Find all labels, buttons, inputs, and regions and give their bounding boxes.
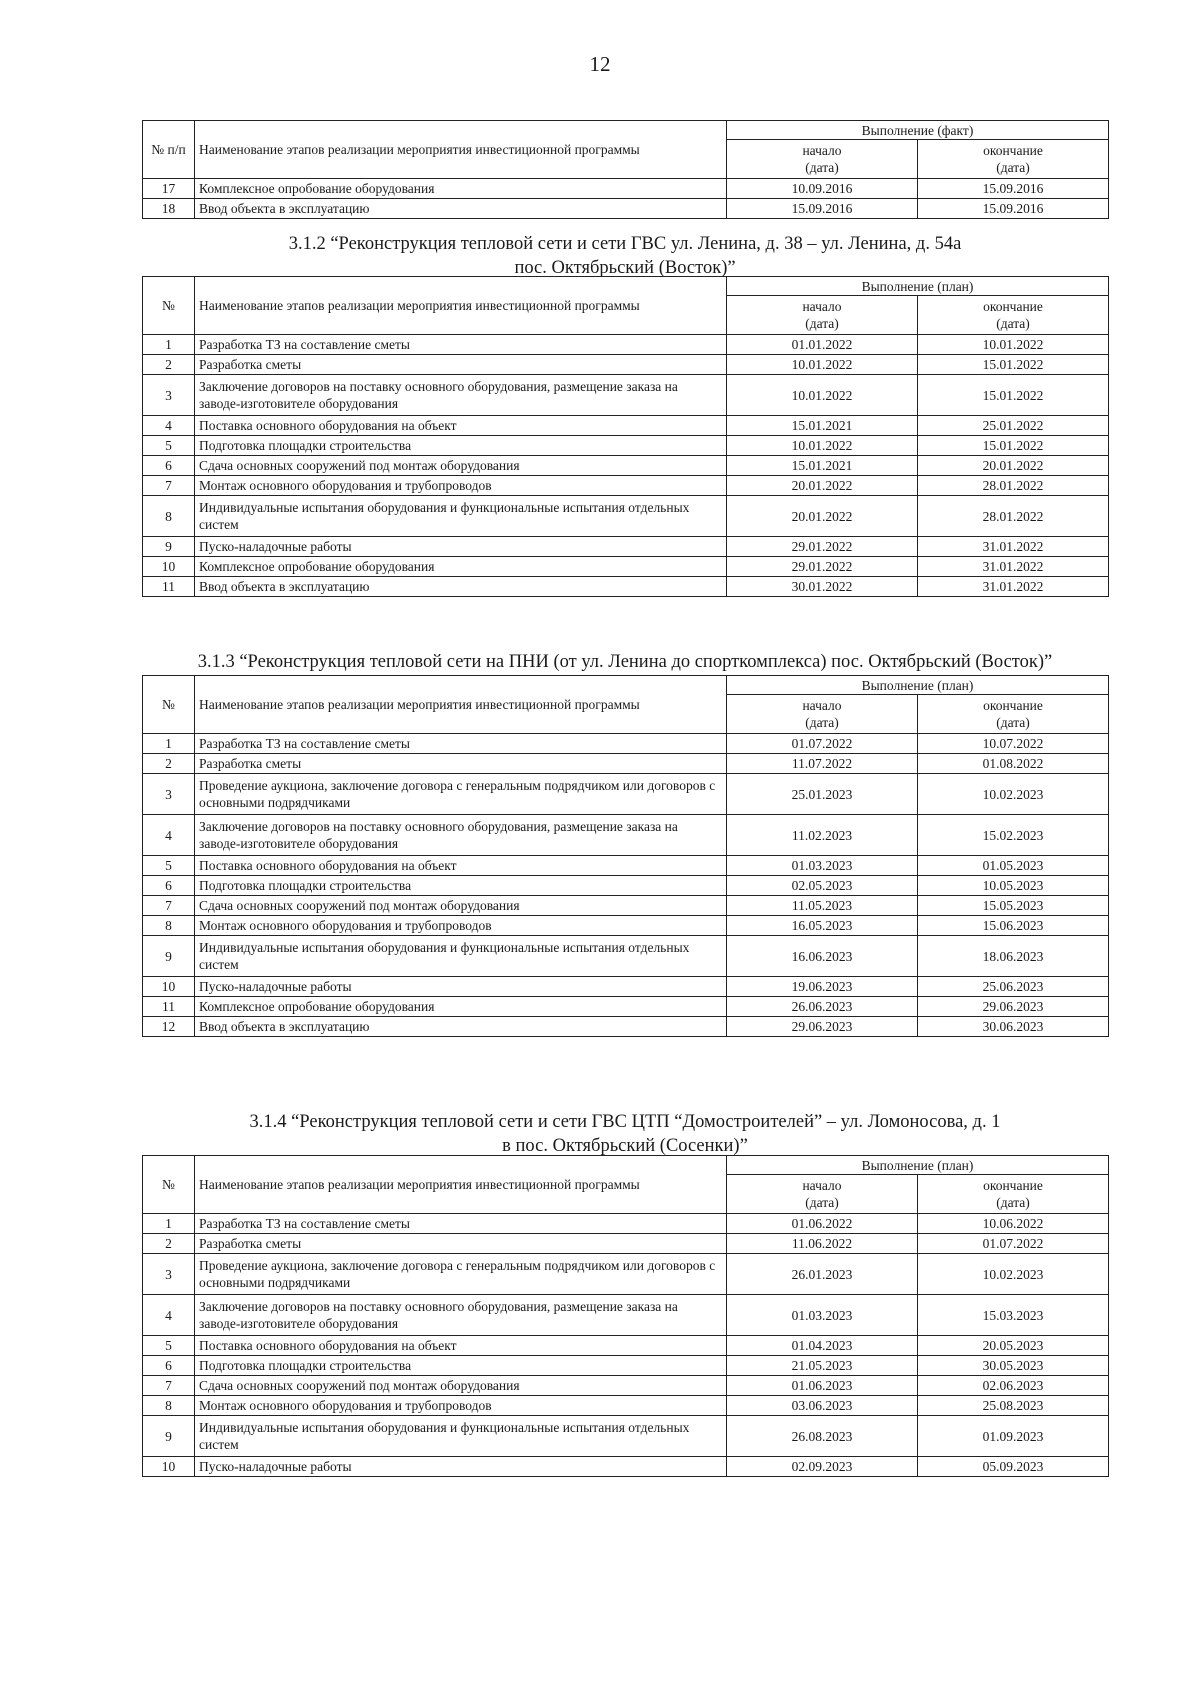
section-title-line: 3.1.3 “Реконструкция тепловой сети на ПНИ (от ул. Ленина до спорткомплекса) пос. Октябрьский (Восток)” bbox=[197, 652, 1053, 672]
start-date: 20.01.2022 bbox=[727, 496, 918, 537]
table-row bbox=[143, 375, 1109, 416]
date-label: (дата) bbox=[805, 715, 839, 730]
end-date: 15.09.2016 bbox=[918, 179, 1109, 199]
stage-name: Ввод объекта в эксплуатацию bbox=[195, 577, 727, 597]
column-header-end bbox=[918, 1175, 1109, 1214]
row-number: 2 bbox=[143, 754, 195, 774]
date-label: (дата) bbox=[996, 1195, 1030, 1210]
start-label: начало bbox=[802, 1178, 842, 1193]
row-number: 10 bbox=[143, 557, 195, 577]
end-date: 15.01.2022 bbox=[918, 375, 1109, 416]
stage-name: Ввод объекта в эксплуатацию bbox=[195, 199, 727, 219]
end-date: 29.06.2023 bbox=[918, 997, 1109, 1017]
stage-name: Монтаж основного оборудования и трубопроводов bbox=[195, 476, 727, 496]
row-number: 9 bbox=[143, 537, 195, 557]
row-number: 4 bbox=[143, 416, 195, 436]
date-label: (дата) bbox=[996, 715, 1030, 730]
date-label: (дата) bbox=[996, 316, 1030, 331]
row-number: 18 bbox=[143, 199, 195, 219]
table-row bbox=[143, 577, 1109, 597]
table-row bbox=[143, 734, 1109, 754]
start-date: 25.01.2023 bbox=[727, 774, 918, 815]
column-header-start bbox=[727, 296, 918, 335]
stages-table-3-1-3 bbox=[142, 675, 1109, 1037]
column-header-number: № bbox=[143, 676, 195, 734]
start-date: 26.01.2023 bbox=[727, 1254, 918, 1295]
start-date: 29.01.2022 bbox=[727, 557, 918, 577]
end-date: 31.01.2022 bbox=[918, 557, 1109, 577]
start-date: 10.01.2022 bbox=[727, 375, 918, 416]
stage-name: Поставка основного оборудования на объект bbox=[195, 416, 727, 436]
row-number: 8 bbox=[143, 496, 195, 537]
table-row bbox=[143, 355, 1109, 375]
table-row bbox=[143, 936, 1109, 977]
row-number: 5 bbox=[143, 436, 195, 456]
stage-name: Индивидуальные испытания оборудования и функциональные испытания отдельных систем bbox=[195, 936, 727, 977]
start-date: 01.04.2023 bbox=[727, 1336, 918, 1356]
stage-name: Разработка сметы bbox=[195, 754, 727, 774]
column-header-stage-name: Наименование этапов реализации мероприятия инвестиционной программы bbox=[195, 121, 727, 179]
table-row bbox=[143, 335, 1109, 355]
start-date: 11.06.2022 bbox=[727, 1234, 918, 1254]
table-row bbox=[143, 537, 1109, 557]
column-header-number: № bbox=[143, 277, 195, 335]
start-date: 11.02.2023 bbox=[727, 815, 918, 856]
column-header-number: № bbox=[143, 1156, 195, 1214]
stage-name: Монтаж основного оборудования и трубопроводов bbox=[195, 916, 727, 936]
stage-name: Разработка сметы bbox=[195, 355, 727, 375]
end-date: 10.01.2022 bbox=[918, 335, 1109, 355]
start-date: 11.05.2023 bbox=[727, 896, 918, 916]
end-date: 10.06.2022 bbox=[918, 1214, 1109, 1234]
end-label: окончание bbox=[983, 143, 1043, 158]
row-number: 3 bbox=[143, 774, 195, 815]
start-label: начало bbox=[802, 143, 842, 158]
end-date: 15.03.2023 bbox=[918, 1295, 1109, 1336]
row-number: 9 bbox=[143, 1416, 195, 1457]
table-row bbox=[143, 199, 1109, 219]
row-number: 4 bbox=[143, 815, 195, 856]
table-row bbox=[143, 557, 1109, 577]
end-date: 01.08.2022 bbox=[918, 754, 1109, 774]
start-date: 19.06.2023 bbox=[727, 977, 918, 997]
row-number: 1 bbox=[143, 734, 195, 754]
stage-name: Подготовка площадки строительства bbox=[195, 876, 727, 896]
stage-name: Ввод объекта в эксплуатацию bbox=[195, 1017, 727, 1037]
row-number: 17 bbox=[143, 179, 195, 199]
stage-name: Комплексное опробование оборудования bbox=[195, 179, 727, 199]
column-header-stage-name: Наименование этапов реализации мероприятия инвестиционной программы bbox=[195, 676, 727, 734]
table-row bbox=[143, 1416, 1109, 1457]
start-date: 21.05.2023 bbox=[727, 1356, 918, 1376]
end-label: окончание bbox=[983, 698, 1043, 713]
start-date: 01.03.2023 bbox=[727, 856, 918, 876]
start-date: 20.01.2022 bbox=[727, 476, 918, 496]
column-header-end bbox=[918, 140, 1109, 179]
row-number: 2 bbox=[143, 355, 195, 375]
row-number: 5 bbox=[143, 1336, 195, 1356]
table-row bbox=[143, 1457, 1109, 1477]
stage-name: Сдача основных сооружений под монтаж оборудования bbox=[195, 456, 727, 476]
table-row bbox=[143, 997, 1109, 1017]
table-row bbox=[143, 754, 1109, 774]
start-date: 26.06.2023 bbox=[727, 997, 918, 1017]
end-date: 28.01.2022 bbox=[918, 496, 1109, 537]
row-number: 2 bbox=[143, 1234, 195, 1254]
execution-fact-table bbox=[142, 120, 1109, 219]
date-label: (дата) bbox=[805, 316, 839, 331]
end-date: 01.05.2023 bbox=[918, 856, 1109, 876]
column-header-start bbox=[727, 1175, 918, 1214]
end-date: 31.01.2022 bbox=[918, 537, 1109, 557]
table-row bbox=[143, 456, 1109, 476]
row-number: 7 bbox=[143, 896, 195, 916]
start-date: 03.06.2023 bbox=[727, 1396, 918, 1416]
row-number: 8 bbox=[143, 916, 195, 936]
column-header-start bbox=[727, 140, 918, 179]
end-date: 31.01.2022 bbox=[918, 577, 1109, 597]
end-label: окончание bbox=[983, 299, 1043, 314]
end-date: 30.06.2023 bbox=[918, 1017, 1109, 1037]
table-row bbox=[143, 1295, 1109, 1336]
table-row bbox=[143, 916, 1109, 936]
stage-name: Комплексное опробование оборудования bbox=[195, 557, 727, 577]
table-row bbox=[143, 815, 1109, 856]
start-label: начало bbox=[802, 299, 842, 314]
row-number: 10 bbox=[143, 1457, 195, 1477]
end-date: 20.01.2022 bbox=[918, 456, 1109, 476]
stage-name: Разработка ТЗ на составление сметы bbox=[195, 734, 727, 754]
table-row bbox=[143, 1234, 1109, 1254]
date-label: (дата) bbox=[805, 1195, 839, 1210]
start-label: начало bbox=[802, 698, 842, 713]
table-row bbox=[143, 496, 1109, 537]
stage-name: Поставка основного оборудования на объект bbox=[195, 1336, 727, 1356]
start-date: 01.06.2022 bbox=[727, 1214, 918, 1234]
end-date: 01.07.2022 bbox=[918, 1234, 1109, 1254]
table-row bbox=[143, 856, 1109, 876]
end-date: 05.09.2023 bbox=[918, 1457, 1109, 1477]
row-number: 6 bbox=[143, 876, 195, 896]
row-number: 1 bbox=[143, 335, 195, 355]
start-date: 16.05.2023 bbox=[727, 916, 918, 936]
start-date: 02.05.2023 bbox=[727, 876, 918, 896]
end-date: 10.02.2023 bbox=[918, 774, 1109, 815]
row-number: 9 bbox=[143, 936, 195, 977]
section-title-3-1-4 bbox=[142, 1110, 1108, 1158]
stage-name: Подготовка площадки строительства bbox=[195, 1356, 727, 1376]
stage-name: Сдача основных сооружений под монтаж оборудования bbox=[195, 896, 727, 916]
section-title-line: пос. Октябрьский (Восток)” bbox=[514, 258, 736, 278]
stage-name: Разработка ТЗ на составление сметы bbox=[195, 1214, 727, 1234]
end-date: 25.08.2023 bbox=[918, 1396, 1109, 1416]
row-number: 12 bbox=[143, 1017, 195, 1037]
start-date: 15.09.2016 bbox=[727, 199, 918, 219]
end-date: 18.06.2023 bbox=[918, 936, 1109, 977]
row-number: 3 bbox=[143, 375, 195, 416]
row-number: 8 bbox=[143, 1396, 195, 1416]
section-title-3-1-2 bbox=[142, 232, 1108, 280]
start-date: 01.03.2023 bbox=[727, 1295, 918, 1336]
stage-name: Поставка основного оборудования на объект bbox=[195, 856, 727, 876]
table-row bbox=[143, 774, 1109, 815]
stage-name: Пуско-наладочные работы bbox=[195, 537, 727, 557]
end-date: 15.02.2023 bbox=[918, 815, 1109, 856]
end-date: 15.01.2022 bbox=[918, 355, 1109, 375]
column-group-header: Выполнение (план) bbox=[727, 676, 1109, 695]
stages-table-3-1-4 bbox=[142, 1155, 1109, 1477]
table-row bbox=[143, 416, 1109, 436]
stage-name: Индивидуальные испытания оборудования и функциональные испытания отдельных систем bbox=[195, 496, 727, 537]
row-number: 11 bbox=[143, 577, 195, 597]
section-title-line: 3.1.4 “Реконструкция тепловой сети и сети ГВС ЦТП “Домостроителей” – ул. Ломоносова, д. 1 bbox=[249, 1112, 1001, 1132]
row-number: 6 bbox=[143, 456, 195, 476]
start-date: 15.01.2021 bbox=[727, 456, 918, 476]
start-date: 29.06.2023 bbox=[727, 1017, 918, 1037]
section-title-line: в пос. Октябрьский (Сосенки)” bbox=[502, 1136, 748, 1156]
stage-name: Разработка ТЗ на составление сметы bbox=[195, 335, 727, 355]
section-title-line: 3.1.2 “Реконструкция тепловой сети и сети ГВС ул. Ленина, д. 38 – ул. Ленина, д. 54а bbox=[288, 234, 962, 254]
row-number: 3 bbox=[143, 1254, 195, 1295]
table-row bbox=[143, 876, 1109, 896]
start-date: 01.06.2023 bbox=[727, 1376, 918, 1396]
section-title-3-1-3 bbox=[142, 650, 1108, 674]
date-label: (дата) bbox=[805, 160, 839, 175]
end-date: 15.06.2023 bbox=[918, 916, 1109, 936]
start-date: 01.01.2022 bbox=[727, 335, 918, 355]
stages-table-3-1-2 bbox=[142, 276, 1109, 597]
end-date: 25.06.2023 bbox=[918, 977, 1109, 997]
column-header-end bbox=[918, 296, 1109, 335]
end-date: 10.05.2023 bbox=[918, 876, 1109, 896]
end-date: 10.07.2022 bbox=[918, 734, 1109, 754]
start-date: 16.06.2023 bbox=[727, 936, 918, 977]
table-row bbox=[143, 1017, 1109, 1037]
table-row bbox=[143, 436, 1109, 456]
stage-name: Проведение аукциона, заключение договора с генеральным подрядчиком или договоров с основными подрядчиками bbox=[195, 774, 727, 815]
start-date: 11.07.2022 bbox=[727, 754, 918, 774]
table-row bbox=[143, 179, 1109, 199]
stage-name: Комплексное опробование оборудования bbox=[195, 997, 727, 1017]
start-date: 29.01.2022 bbox=[727, 537, 918, 557]
start-date: 01.07.2022 bbox=[727, 734, 918, 754]
end-date: 02.06.2023 bbox=[918, 1376, 1109, 1396]
row-number: 11 bbox=[143, 997, 195, 1017]
end-date: 15.09.2016 bbox=[918, 199, 1109, 219]
start-date: 10.09.2016 bbox=[727, 179, 918, 199]
end-date: 30.05.2023 bbox=[918, 1356, 1109, 1376]
row-number: 1 bbox=[143, 1214, 195, 1234]
table-row bbox=[143, 1396, 1109, 1416]
row-number: 5 bbox=[143, 856, 195, 876]
start-date: 10.01.2022 bbox=[727, 355, 918, 375]
stage-name: Заключение договоров на поставку основного оборудования, размещение заказа на заводе-изготовителе оборудования bbox=[195, 815, 727, 856]
column-header-number: № п/п bbox=[143, 121, 195, 179]
row-number: 4 bbox=[143, 1295, 195, 1336]
start-date: 02.09.2023 bbox=[727, 1457, 918, 1477]
table-row bbox=[143, 977, 1109, 997]
start-date: 30.01.2022 bbox=[727, 577, 918, 597]
end-date: 20.05.2023 bbox=[918, 1336, 1109, 1356]
start-date: 15.01.2021 bbox=[727, 416, 918, 436]
column-header-start bbox=[727, 695, 918, 734]
end-date: 10.02.2023 bbox=[918, 1254, 1109, 1295]
table-row bbox=[143, 476, 1109, 496]
stage-name: Индивидуальные испытания оборудования и функциональные испытания отдельных систем bbox=[195, 1416, 727, 1457]
stage-name: Подготовка площадки строительства bbox=[195, 436, 727, 456]
end-date: 01.09.2023 bbox=[918, 1416, 1109, 1457]
date-label: (дата) bbox=[996, 160, 1030, 175]
stage-name: Пуско-наладочные работы bbox=[195, 1457, 727, 1477]
stage-name: Пуско-наладочные работы bbox=[195, 977, 727, 997]
table-row bbox=[143, 1356, 1109, 1376]
end-date: 15.01.2022 bbox=[918, 436, 1109, 456]
column-header-stage-name: Наименование этапов реализации мероприятия инвестиционной программы bbox=[195, 1156, 727, 1214]
start-date: 10.01.2022 bbox=[727, 436, 918, 456]
end-label: окончание bbox=[983, 1178, 1043, 1193]
column-header-end bbox=[918, 695, 1109, 734]
page-number: 12 bbox=[589, 52, 611, 76]
table-row bbox=[143, 896, 1109, 916]
stage-name: Проведение аукциона, заключение договора с генеральным подрядчиком или договоров с основными подрядчиками bbox=[195, 1254, 727, 1295]
start-date: 26.08.2023 bbox=[727, 1416, 918, 1457]
stage-name: Разработка сметы bbox=[195, 1234, 727, 1254]
table-row bbox=[143, 1336, 1109, 1356]
row-number: 7 bbox=[143, 1376, 195, 1396]
column-header-stage-name: Наименование этапов реализации мероприятия инвестиционной программы bbox=[195, 277, 727, 335]
end-date: 25.01.2022 bbox=[918, 416, 1109, 436]
table-row bbox=[143, 1376, 1109, 1396]
row-number: 10 bbox=[143, 977, 195, 997]
row-number: 6 bbox=[143, 1356, 195, 1376]
stage-name: Сдача основных сооружений под монтаж оборудования bbox=[195, 1376, 727, 1396]
table-row bbox=[143, 1254, 1109, 1295]
column-group-header: Выполнение (план) bbox=[727, 277, 1109, 296]
row-number: 7 bbox=[143, 476, 195, 496]
stage-name: Заключение договоров на поставку основного оборудования, размещение заказа на заводе-изготовителе оборудования bbox=[195, 1295, 727, 1336]
stage-name: Заключение договоров на поставку основного оборудования, размещение заказа на заводе-изготовителе оборудования bbox=[195, 375, 727, 416]
stage-name: Монтаж основного оборудования и трубопроводов bbox=[195, 1396, 727, 1416]
end-date: 15.05.2023 bbox=[918, 896, 1109, 916]
end-date: 28.01.2022 bbox=[918, 476, 1109, 496]
column-group-header: Выполнение (факт) bbox=[727, 121, 1109, 140]
table-row bbox=[143, 1214, 1109, 1234]
column-group-header: Выполнение (план) bbox=[727, 1156, 1109, 1175]
